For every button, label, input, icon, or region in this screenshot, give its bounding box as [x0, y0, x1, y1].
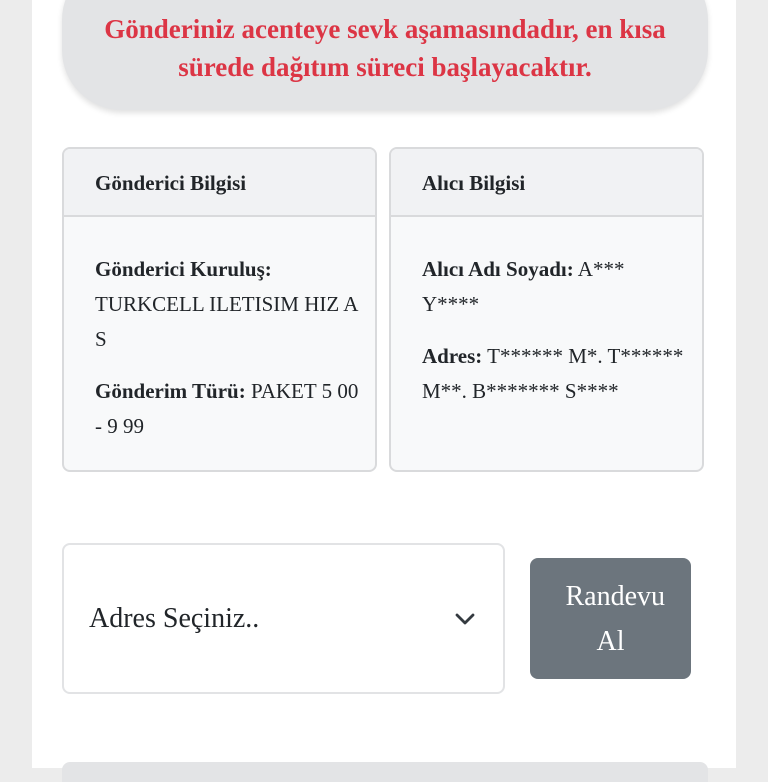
sender-org-value: TURKCELL ILETISIM HIZ A S: [95, 292, 358, 351]
shipment-type-field: [95, 374, 359, 444]
address-select-value: Adres Seçiniz..: [89, 603, 260, 634]
receiver-name-value: A*** Y****: [422, 257, 625, 316]
receiver-card-header: Alıcı Bilgisi: [391, 149, 702, 217]
sender-org-field: [95, 252, 359, 357]
chevron-down-icon: [453, 607, 477, 631]
receiver-name-label: Alıcı Adı Soyadı:: [422, 257, 574, 281]
receiver-address-value: T****** M*. T****** M**. B******* S****: [422, 344, 684, 403]
status-banner: [62, 0, 708, 110]
receiver-card: [389, 147, 704, 472]
receiver-name-field: [422, 252, 686, 322]
sender-card-header: Gönderici Bilgisi: [64, 149, 375, 217]
appointment-button[interactable]: [530, 558, 691, 679]
receiver-card-body: [391, 217, 702, 409]
sender-org-label: Gönderici Kuruluş:: [95, 257, 272, 281]
next-section-edge: [62, 762, 708, 782]
receiver-address-label: Adres:: [422, 344, 483, 368]
sender-card: [62, 147, 377, 472]
page-container: [32, 0, 736, 768]
shipment-type-label: Gönderim Türü:: [95, 379, 246, 403]
appointment-button-label: Randevu Al: [565, 580, 666, 657]
receiver-address-field: [422, 339, 686, 409]
status-message: Gönderiniz acenteye sevk aşamasındadır, en kısa sürede dağıtım süreci başlayacaktır.: [104, 14, 666, 82]
sender-card-body: [64, 217, 375, 444]
address-select[interactable]: [62, 543, 505, 694]
shipment-type-value: PAKET 5 00 - 9 99: [95, 379, 359, 438]
